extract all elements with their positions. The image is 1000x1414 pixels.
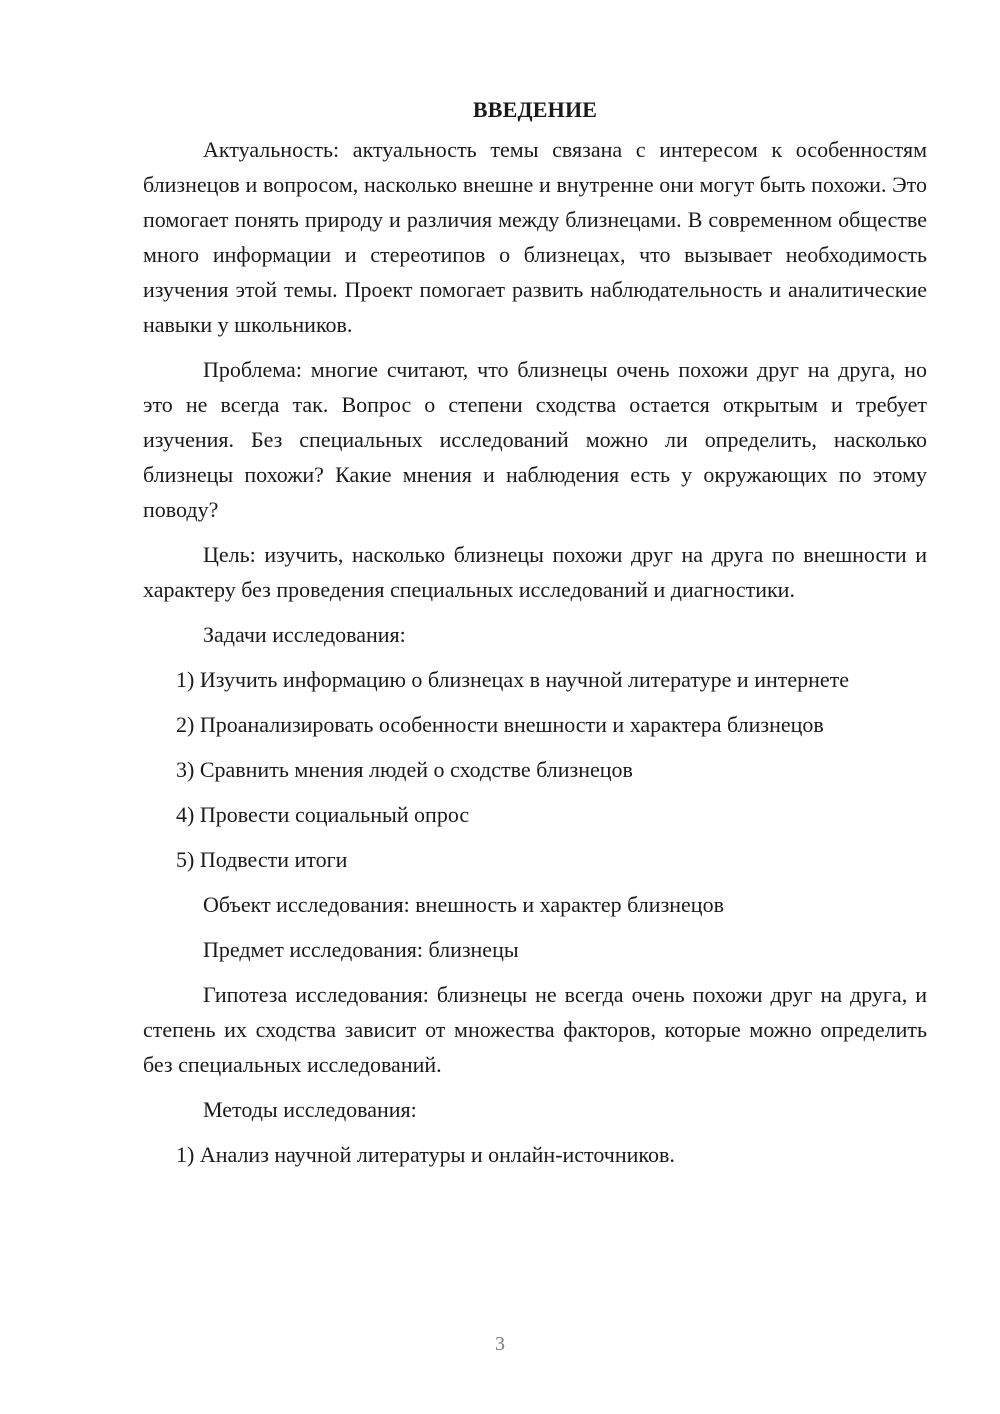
method-item: 1) Анализ научной литературы и онлайн-источников. [176, 1142, 675, 1167]
goal-paragraph: Цель: изучить, насколько близнецы похожи друг на друга по внешности и характеру без проведения специальных исследований и диагностики. [143, 542, 927, 602]
task-item: 4) Провести социальный опрос [176, 802, 470, 827]
task-item: 3) Сравнить мнения людей о сходстве близнецов [176, 757, 633, 782]
hypothesis-paragraph: Гипотеза исследования: близнецы не всегда очень похожи друг на друга, и степень их сходства зависит от множества факторов, которые можно определить без специальных исследований. [143, 982, 927, 1077]
relevance-paragraph: Актуальность: актуальность темы связана с интересом к особенностям близнецов и вопросом, насколько внешне и внутренне они могут быть похожи. Это помогает понять природу и различия между близнецами. В современном обществе много информации и стереотипов о близнецах, что вызывает необходимость изучения этой темы. Проект помогает развить наблюдательность и аналитические навыки у школьников. [143, 137, 927, 337]
subject-paragraph: Предмет исследования: близнецы [203, 937, 519, 962]
problem-paragraph: Проблема: многие считают, что близнецы очень похожи друг на друга, но это не всегда так. Вопрос о степени сходства остается открытым и требует изучения. Без специальных исследований можно ли определить, насколько близнецы похожи? Какие мнения и наблюдения есть у окружающих по этому поводу? [143, 357, 927, 522]
section-title: ВВЕДЕНИЕ [472, 97, 598, 122]
methods-heading: Методы исследования: [203, 1097, 417, 1122]
object-paragraph: Объект исследования: внешность и характер близнецов [203, 892, 724, 917]
tasks-heading: Задачи исследования: [203, 622, 406, 647]
tasks-list [143, 662, 927, 877]
task-item: 5) Подвести итоги [176, 847, 348, 872]
methods-list [143, 1137, 927, 1172]
page-number: 3 [495, 1333, 505, 1355]
document-page [143, 92, 927, 1182]
task-item: 2) Проанализировать особенности внешности и характера близнецов [176, 712, 824, 737]
task-item: 1) Изучить информацию о близнецах в научной литературе и интернете [176, 667, 850, 692]
